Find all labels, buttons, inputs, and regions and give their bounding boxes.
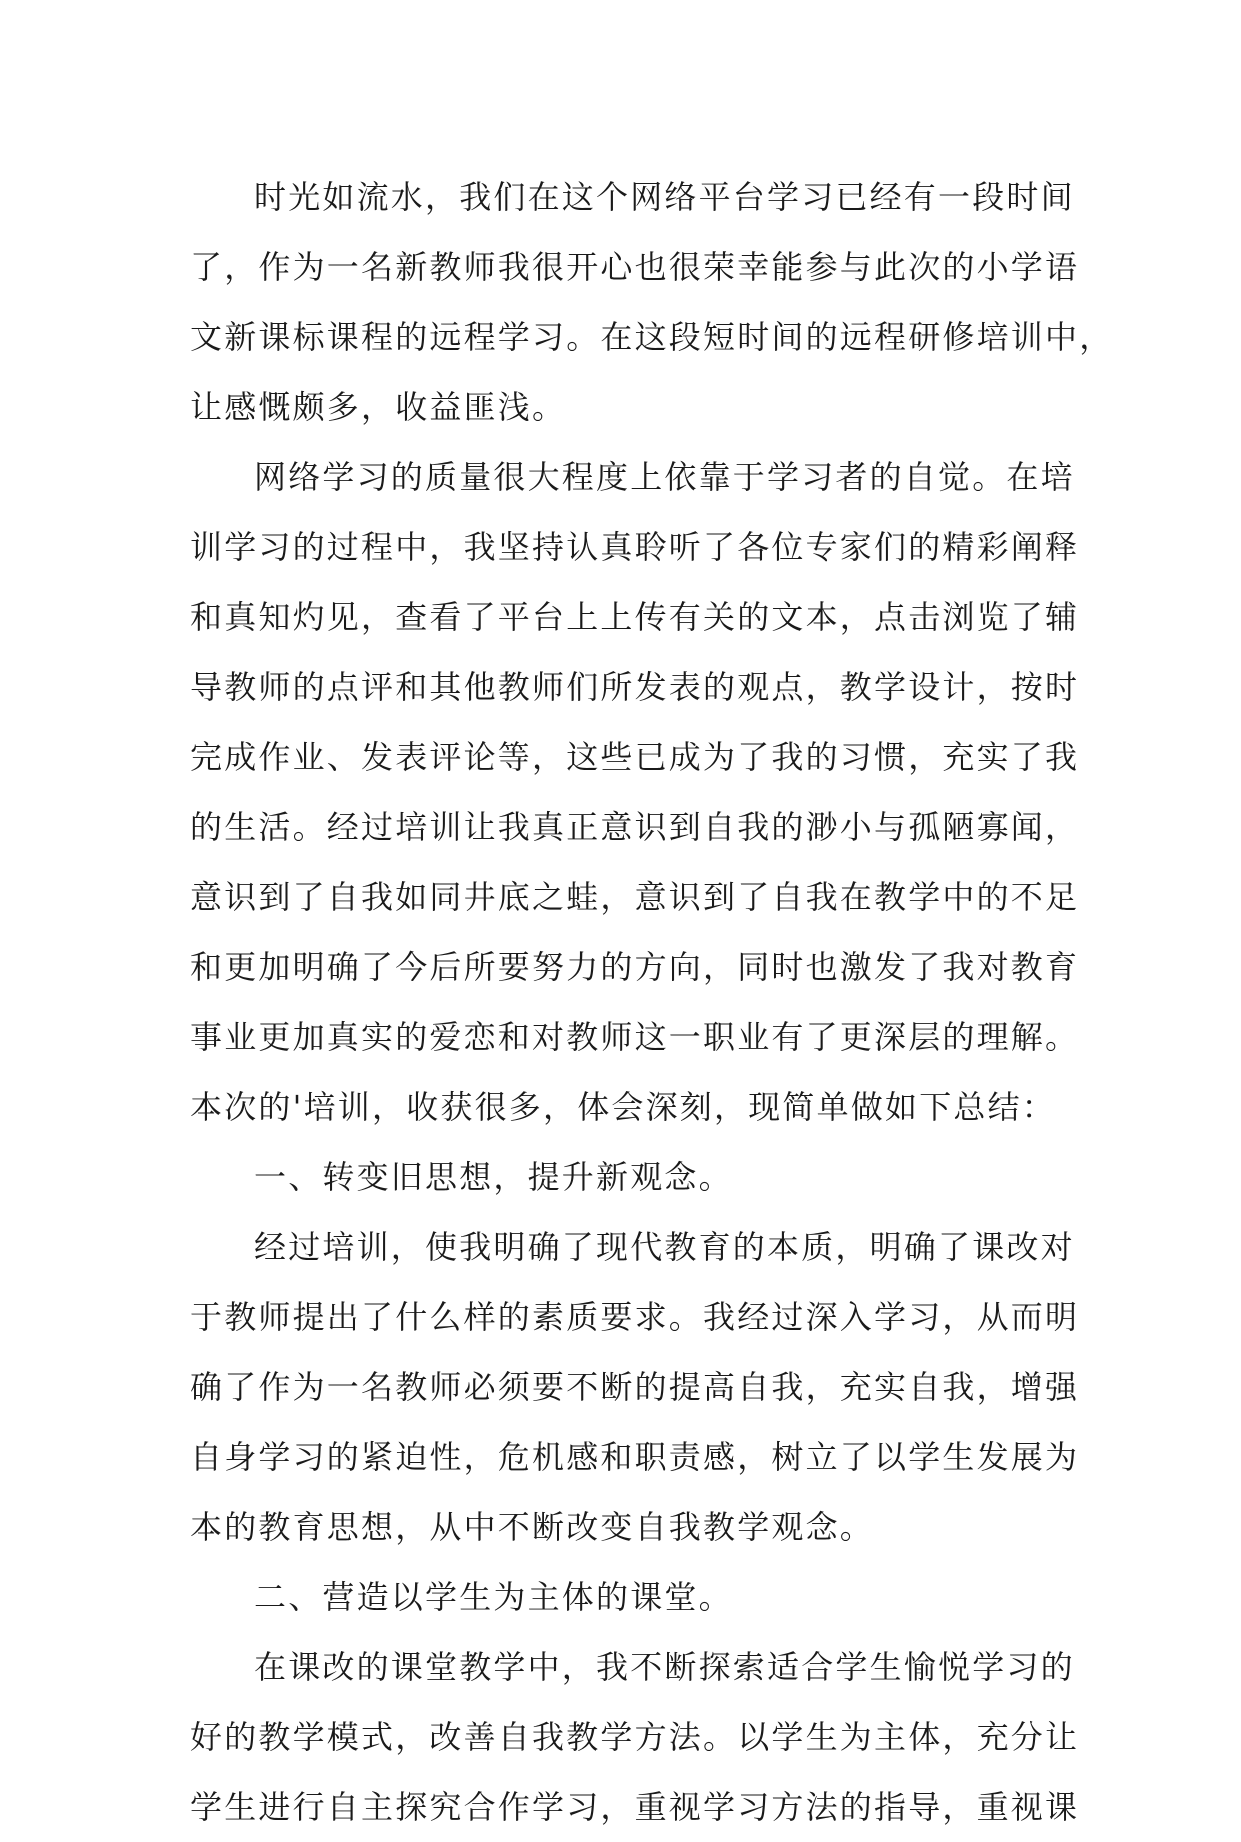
- text-line: 文新课标课程的远程学习。在这段短时间的远程研修培训中，: [190, 318, 1114, 356]
- text-line: 了，作为一名新教师我很开心也很荣幸能参与此次的小学语: [190, 248, 1080, 286]
- text-line: 自身学习的紧迫性，危机感和职责感，树立了以学生发展为: [190, 1438, 1080, 1476]
- text-line: 导教师的点评和其他教师们所发表的观点，教学设计，按时: [190, 668, 1080, 706]
- text-line: 一、转变旧思想，提升新观念。: [254, 1158, 733, 1196]
- text-line: 时光如流水，我们在这个网络平台学习已经有一段时间: [254, 178, 1075, 216]
- text-line: 事业更加真实的爱恋和对教师这一职业有了更深层的理解。: [190, 1018, 1080, 1056]
- text-line: 在课改的课堂教学中，我不断探索适合学生愉悦学习的: [254, 1648, 1075, 1686]
- text-line: 完成作业、发表评论等，这些已成为了我的习惯，充实了我: [190, 738, 1080, 776]
- text-line: 和真知灼见，查看了平台上上传有关的文本，点击浏览了辅: [190, 598, 1080, 636]
- text-line: 二、营造以学生为主体的课堂。: [254, 1578, 733, 1616]
- text-line: 本的教育思想，从中不断改变自我教学观念。: [190, 1508, 875, 1546]
- text-line: 确了作为一名教师必须要不断的提高自我，充实自我，增强: [190, 1368, 1080, 1406]
- text-line: 的生活。经过培训让我真正意识到自我的渺小与孤陋寡闻，: [190, 808, 1080, 846]
- text-line: 本次的'培训，收获很多，体会深刻，现简单做如下总结：: [190, 1088, 1056, 1126]
- text-line: 训学习的过程中，我坚持认真聆听了各位专家们的精彩阐释: [190, 528, 1080, 566]
- text-line: 经过培训，使我明确了现代教育的本质，明确了课改对: [254, 1228, 1075, 1266]
- text-line: 好的教学模式，改善自我教学方法。以学生为主体，充分让: [190, 1718, 1080, 1756]
- body-text: [190, 162, 1114, 1842]
- text-line: 于教师提出了什么样的素质要求。我经过深入学习，从而明: [190, 1298, 1080, 1336]
- text-line: 学生进行自主探究合作学习，重视学习方法的指导，重视课: [190, 1788, 1080, 1826]
- text-line: 意识到了自我如同井底之蛙，意识到了自我在教学中的不足: [190, 878, 1080, 916]
- text-line: 和更加明确了今后所要努力的方向，同时也激发了我对教育: [190, 948, 1080, 986]
- text-line: 让感慨颇多，收益匪浅。: [190, 388, 567, 426]
- text-line: 网络学习的质量很大程度上依靠于学习者的自觉。在培: [254, 458, 1075, 496]
